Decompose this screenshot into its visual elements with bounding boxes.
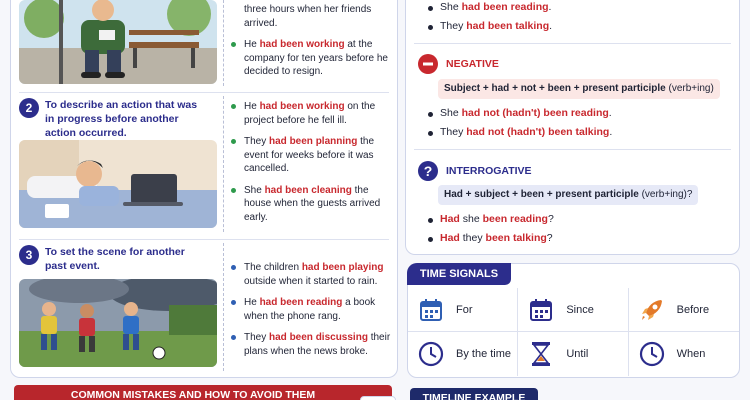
time-signal-before: Before (629, 288, 739, 332)
bullet-dot (428, 6, 433, 11)
time-signals-title: TIME SIGNALS (407, 263, 511, 285)
use-2-examples (229, 100, 391, 232)
example-item: He had been reading a book when the phone rang. (229, 296, 391, 323)
negative-label: NEGATIVE (446, 58, 499, 70)
bullet-dot (231, 104, 236, 109)
time-signal-since: Since (518, 288, 628, 332)
example-item: The children had been playing outside when it started to rain. (229, 261, 391, 288)
example-item: She had been cleaning the house when the guests arrived early. (229, 184, 391, 225)
children-playing-illustration (19, 279, 217, 367)
use-1-examples (229, 3, 391, 87)
man-on-bench-illustration (19, 0, 217, 84)
clock-icon (418, 341, 444, 367)
forms-card (405, 0, 740, 255)
negative-header (418, 54, 499, 74)
interrogative-label: INTERROGATIVE (446, 165, 532, 177)
interrogative-example: Had she been reading? (440, 213, 554, 225)
bullet-dot (428, 218, 433, 223)
calendar-icon (528, 297, 554, 323)
number-badge: 3 (19, 245, 39, 265)
question-icon: ? (418, 161, 438, 181)
clock-icon (639, 341, 665, 367)
negative-example: They had not (hadn't) been talking. (440, 126, 612, 138)
example-item: They had been planning the event for weeks before it was cancelled. (229, 135, 391, 176)
interrogative-header (418, 161, 532, 181)
banner-tab (360, 396, 396, 400)
timeline-example-banner: TIMELINE EXAMPLE (410, 388, 538, 400)
negative-formula: Subject + had + not + been + present participle (verb+ing) (438, 79, 720, 99)
example-item: They had been discussing their plans when the news broke. (229, 331, 391, 358)
interrogative-formula: Had + subject + been + present participle (verb+ing)? (438, 185, 698, 205)
use-title: To describe an action that was in progress before another action occurred. (45, 99, 198, 139)
use-2-block (11, 94, 399, 234)
number-badge: 2 (19, 98, 39, 118)
use-3-block (11, 241, 399, 375)
time-signals-grid (408, 288, 739, 376)
rocket-icon (639, 297, 665, 323)
interrogative-example: Had they been talking? (440, 232, 553, 244)
example-item: three hours when her friends arrived. (244, 4, 372, 29)
bullet-dot (428, 237, 433, 242)
bullet-dot (428, 25, 433, 30)
bullet-dot (428, 112, 433, 117)
minus-icon (418, 54, 438, 74)
time-signal-until: Until (518, 332, 628, 376)
time-signal-by-the-time: By the time (408, 332, 518, 376)
bullet-dot (428, 131, 433, 136)
bullet-dot (231, 300, 236, 305)
hourglass-icon (528, 341, 554, 367)
time-signal-when: When (629, 332, 739, 376)
example-item: He had been working on the project before he fell ill. (229, 100, 391, 127)
use-title: To set the scene for another past event. (45, 246, 185, 272)
use-3-examples (229, 261, 391, 366)
negative-example: She had not (hadn't) been reading. (440, 107, 612, 119)
time-signal-for: For (408, 288, 518, 332)
sick-man-illustration (19, 140, 217, 228)
calendar-icon (418, 297, 444, 323)
bullet-dot (231, 265, 236, 270)
usage-card (10, 0, 398, 378)
bullet-dot (231, 139, 236, 144)
affirmative-example: She had been reading. (440, 1, 551, 13)
bullet-dot (231, 42, 236, 47)
bullet-dot (231, 188, 236, 193)
bullet-dot (231, 335, 236, 340)
common-mistakes-banner: COMMON MISTAKES AND HOW TO AVOID THEM (14, 385, 392, 400)
example-item: He had been working at the company for ten years before he decided to resign. (229, 38, 391, 79)
use-1-block (11, 0, 399, 90)
affirmative-example: They had been talking. (440, 20, 552, 32)
